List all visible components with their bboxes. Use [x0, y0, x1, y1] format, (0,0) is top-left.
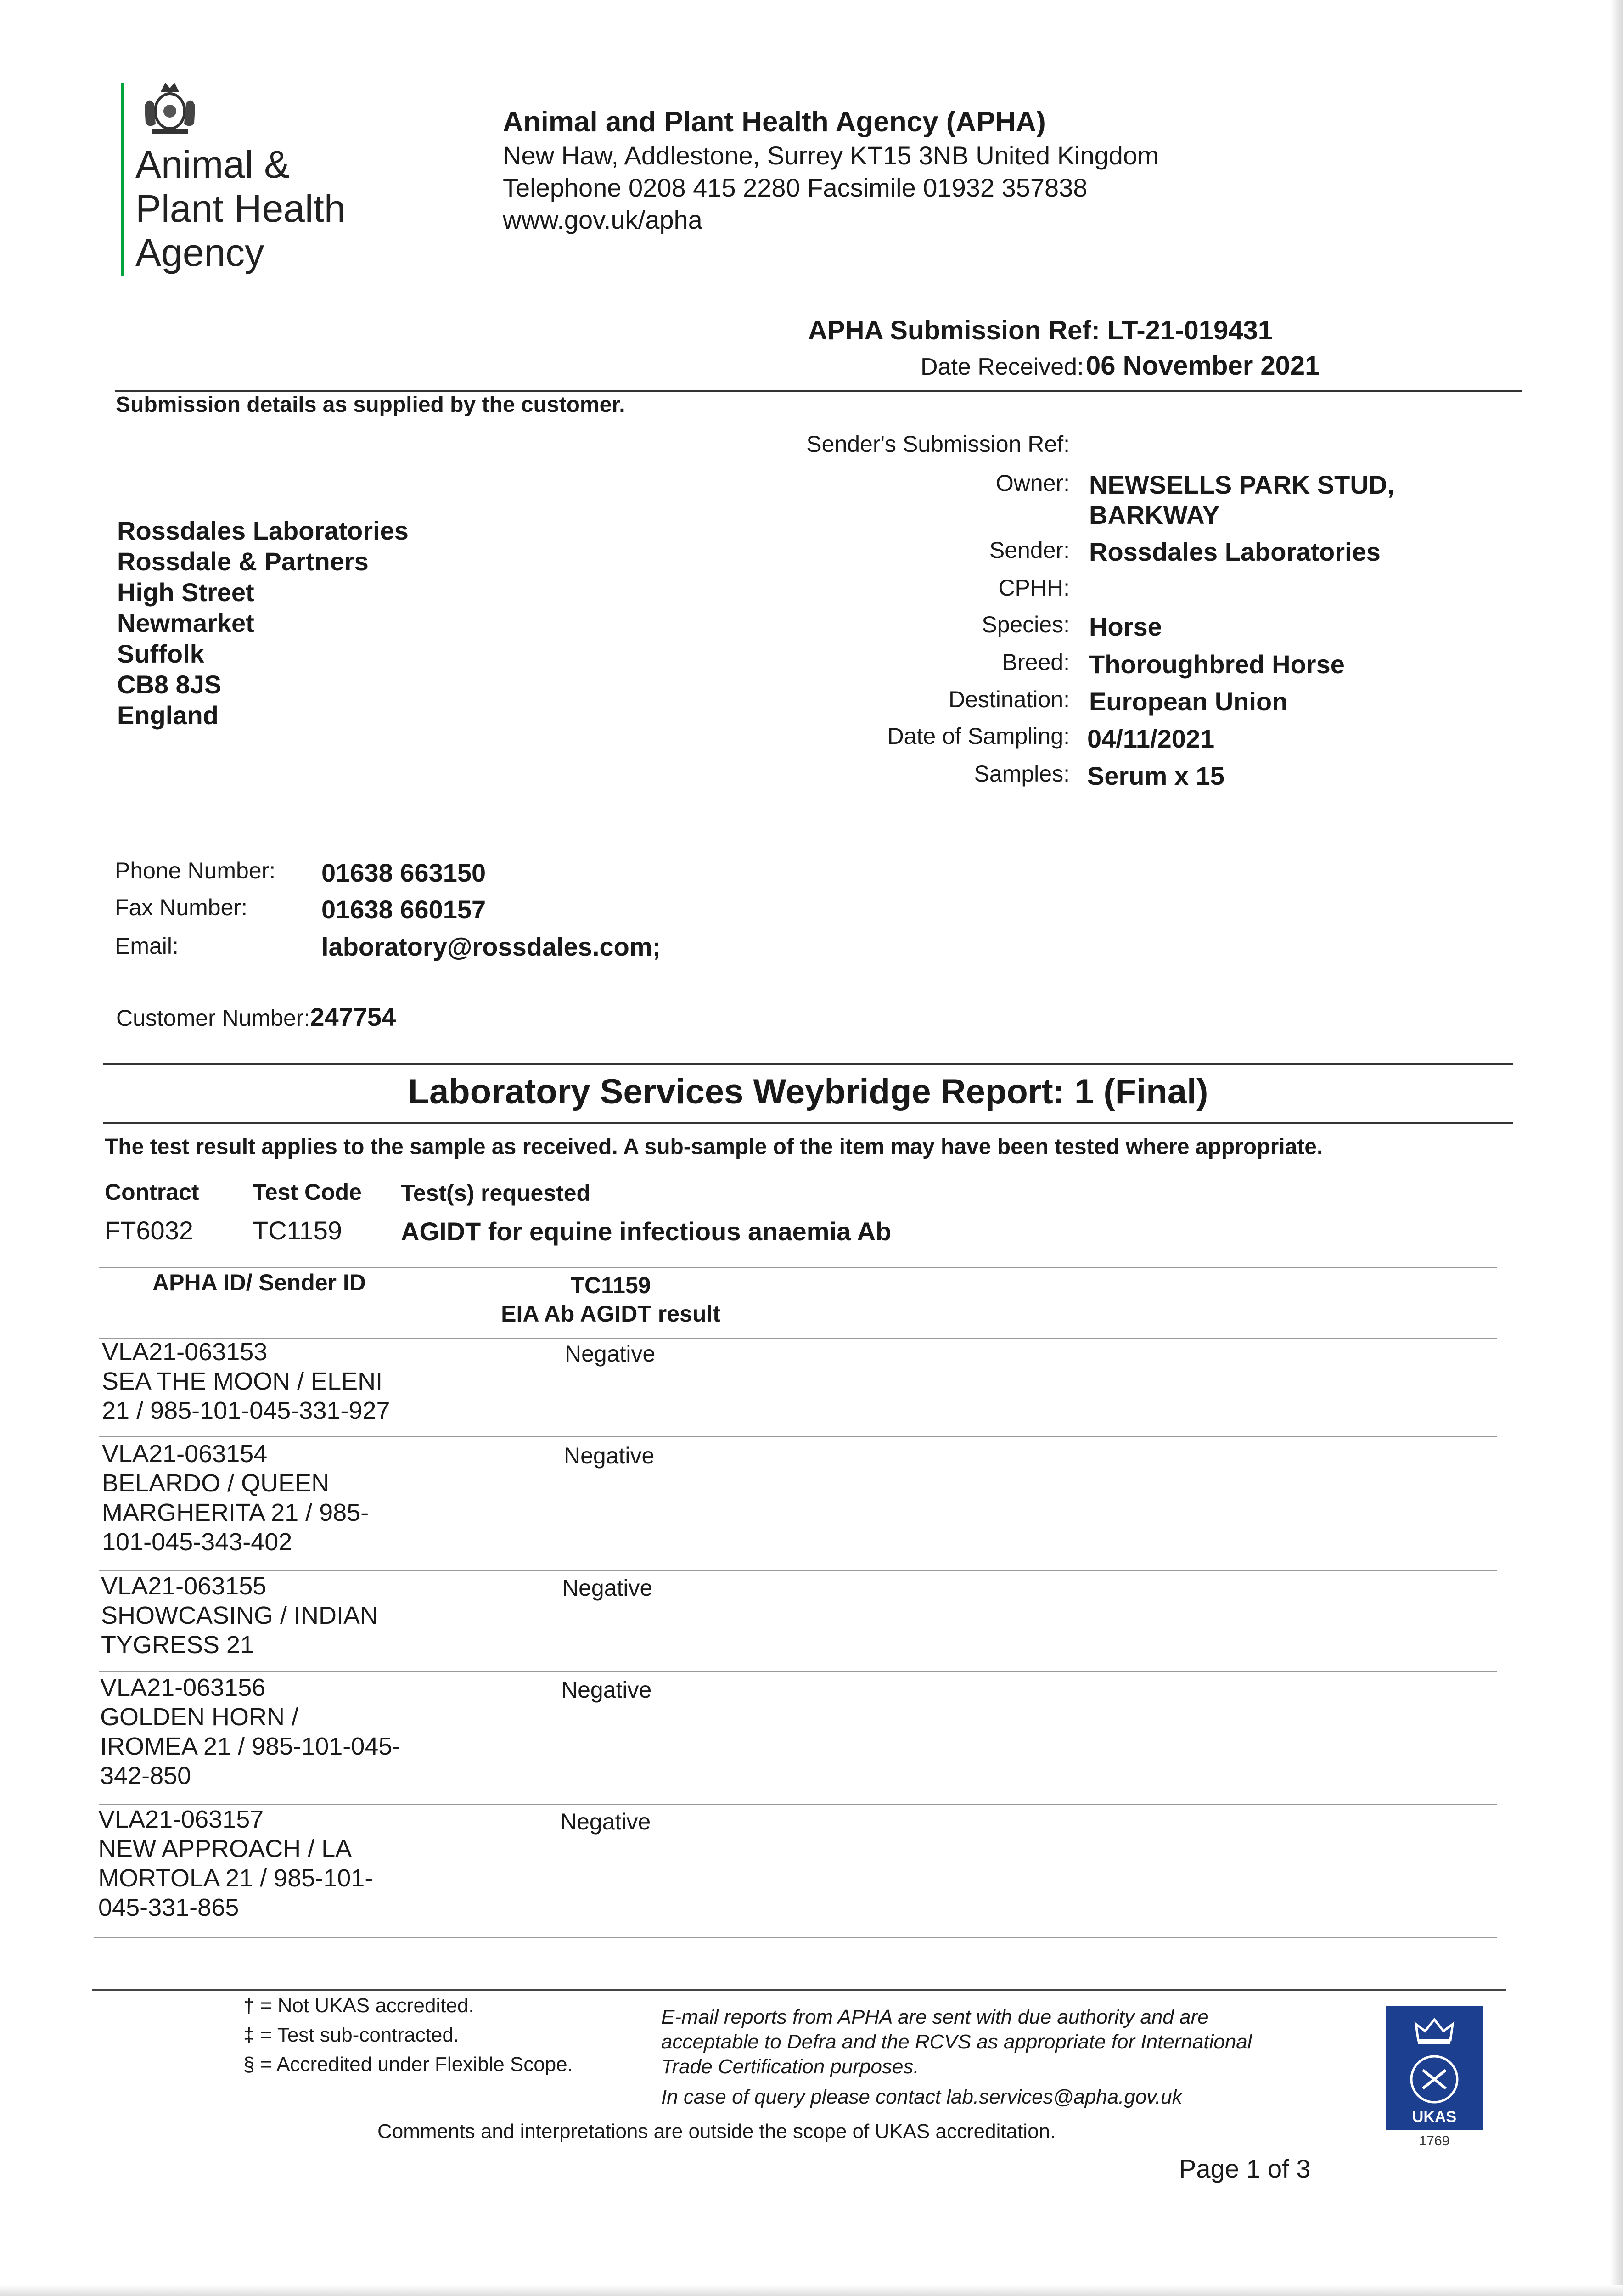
sample-id: VLA21-063153: [102, 1338, 268, 1366]
detail-label: Samples:: [974, 761, 1070, 787]
phone-value: 01638 663150: [321, 858, 486, 887]
detail-value: Horse: [1089, 612, 1162, 641]
logo-line: Agency: [135, 231, 264, 274]
result-row-id: [102, 1337, 390, 1425]
detail-value: European Union: [1089, 687, 1288, 716]
sample-sender-id: 101-045-343-402: [102, 1528, 292, 1556]
org-address: New Haw, Addlestone, Surrey KT15 3NB United Kingdom: [503, 141, 1159, 170]
report-title: Laboratory Services Weybridge Report: 1 (Final): [408, 1072, 1208, 1111]
test-header-contract: Contract: [105, 1179, 199, 1205]
apha-logo: [117, 78, 374, 280]
address-line: Rossdale & Partners: [117, 547, 369, 576]
sample-sender-id: SEA THE MOON / ELENI: [102, 1367, 383, 1395]
result-row-id: [102, 1439, 369, 1557]
address-line: Rossdales Laboratories: [117, 516, 409, 545]
legend-item: § = Accredited under Flexible Scope.: [243, 2053, 573, 2076]
result-value: Negative: [561, 1677, 652, 1703]
page-edge: [0, 2285, 1623, 2296]
page-number: Page 1 of 3: [1179, 2154, 1311, 2183]
logo-line: Plant Health: [135, 187, 346, 230]
sample-sender-id: GOLDEN HORN /: [100, 1703, 299, 1731]
customer-number-value: 247754: [310, 1002, 396, 1031]
logo-green-rule: [121, 83, 124, 276]
submission-ref-label: APHA Submission Ref:: [808, 315, 1100, 345]
submission-ref: [808, 315, 1273, 347]
detail-value: Serum x 15: [1087, 761, 1224, 790]
ukas-label: UKAS: [1412, 2108, 1457, 2126]
fax-label: Fax Number:: [115, 895, 247, 920]
detail-value: Rossdales Laboratories: [1089, 537, 1381, 566]
email-note-line: acceptable to Defra and the RCVS as appropriate for International: [661, 2031, 1252, 2053]
customer-number: [116, 1002, 396, 1039]
date-received: [921, 350, 1320, 389]
sample-id: VLA21-063156: [100, 1674, 266, 1701]
org-website: www.gov.uk/apha: [503, 205, 702, 234]
sample-id: VLA21-063155: [101, 1572, 267, 1600]
logo-line: Animal &: [135, 143, 290, 186]
result-value: Negative: [562, 1575, 653, 1601]
ukas-number: 1769: [1419, 2133, 1450, 2149]
address-line: High Street: [117, 578, 254, 607]
logo-text: [135, 142, 346, 275]
customer-address: [117, 515, 409, 731]
detail-label: Breed:: [1002, 649, 1070, 675]
detail-value: BARKWAY: [1089, 501, 1220, 529]
results-header-result: EIA Ab AGIDT result: [501, 1301, 720, 1327]
footer-legend: [243, 1991, 573, 2079]
result-value: Negative: [564, 1443, 655, 1469]
report-note: The test result applies to the sample as received. A sub-sample of the item may have been tested where appropriate.: [105, 1135, 1323, 1159]
detail-label: Sender's Submission Ref:: [806, 431, 1070, 457]
fax-value: 01638 660157: [321, 895, 486, 924]
detail-label: Date of Sampling:: [887, 723, 1070, 749]
results-header-code: TC1159: [570, 1272, 651, 1298]
org-name: Animal and Plant Health Agency (APHA): [503, 106, 1046, 138]
legend-item: ‡ = Test sub-contracted.: [243, 2024, 460, 2046]
tick-icon: [1407, 2052, 1462, 2107]
detail-value: Thoroughbred Horse: [1089, 650, 1345, 679]
email-note-line: E-mail reports from APHA are sent with due authority and are: [661, 2006, 1209, 2028]
result-row-id: [100, 1673, 400, 1790]
ukas-badge: [1386, 2006, 1483, 2130]
result-row-id: [101, 1571, 378, 1660]
supplied-note: Submission details as supplied by the customer.: [116, 393, 625, 417]
sample-sender-id: MORTOLA 21 / 985-101-: [98, 1864, 373, 1892]
royal-crest-icon: [135, 78, 204, 138]
address-line: England: [117, 701, 219, 730]
address-line: Newmarket: [117, 608, 254, 637]
sample-sender-id: MARGHERITA 21 / 985-: [102, 1499, 369, 1526]
crown-icon: [1411, 2015, 1457, 2047]
sample-sender-id: 045-331-865: [98, 1894, 239, 1921]
page-edge: [1610, 0, 1623, 2296]
detail-label: CPHH:: [998, 575, 1070, 601]
result-value: Negative: [560, 1809, 651, 1835]
divider: [94, 1937, 1497, 1938]
email-note-line: Trade Certification purposes.: [661, 2055, 919, 2078]
submission-ref-value: LT-21-019431: [1107, 315, 1273, 345]
detail-label: Owner:: [995, 470, 1070, 496]
footer-email-note: [661, 2005, 1252, 2079]
divider: [92, 1989, 1506, 1991]
test-requested: AGIDT for equine infectious anaemia Ab: [401, 1217, 892, 1246]
detail-label: Destination:: [948, 687, 1070, 712]
legend-item: † = Not UKAS accredited.: [243, 1994, 474, 2017]
sample-sender-id: NEW APPROACH / LA: [98, 1835, 352, 1863]
divider: [103, 1063, 1513, 1065]
test-header-requested: Test(s) requested: [401, 1180, 591, 1206]
org-phone-fax: Telephone 0208 415 2280 Facsimile 01932 357838: [503, 173, 1088, 202]
sample-sender-id: SHOWCASING / INDIAN: [101, 1602, 378, 1629]
detail-value: 04/11/2021: [1087, 724, 1215, 753]
sample-sender-id: BELARDO / QUEEN: [102, 1469, 330, 1497]
test-contract: FT6032: [105, 1216, 193, 1245]
divider: [103, 1122, 1513, 1124]
date-received-value: 06 November 2021: [1085, 351, 1320, 381]
test-code: TC1159: [253, 1216, 343, 1245]
sample-sender-id: TYGRESS 21: [101, 1631, 254, 1659]
footer-query: In case of query please contact lab.services@apha.gov.uk: [661, 2086, 1182, 2108]
org-header: [503, 105, 1283, 236]
sample-id: VLA21-063157: [98, 1806, 264, 1833]
results-header-test: [496, 1271, 725, 1328]
address-line: CB8 8JS: [117, 670, 222, 699]
address-line: Suffolk: [117, 639, 204, 668]
sample-sender-id: 21 / 985-101-045-331-927: [102, 1397, 390, 1424]
email-label: Email:: [115, 933, 179, 959]
sample-sender-id: IROMEA 21 / 985-101-045-: [100, 1733, 401, 1760]
customer-number-label: Customer Number:: [116, 1005, 310, 1031]
divider: [99, 1436, 1497, 1437]
detail-label: Species:: [982, 612, 1070, 637]
divider: [99, 1671, 1497, 1672]
results-header-id: APHA ID/ Sender ID: [152, 1270, 366, 1295]
phone-label: Phone Number:: [115, 858, 276, 884]
sample-id: VLA21-063154: [102, 1440, 268, 1468]
detail-value: NEWSELLS PARK STUD,: [1089, 470, 1394, 499]
email-value: laboratory@rossdales.com;: [321, 932, 661, 961]
result-value: Negative: [565, 1341, 656, 1367]
test-header-code: Test Code: [253, 1179, 362, 1205]
footer-comments: Comments and interpretations are outside the scope of UKAS accreditation.: [377, 2120, 1056, 2143]
date-received-label: Date Received:: [921, 354, 1084, 380]
detail-label: Sender:: [989, 537, 1070, 563]
sample-sender-id: 342-850: [100, 1762, 191, 1790]
result-row-id: [98, 1805, 373, 1922]
